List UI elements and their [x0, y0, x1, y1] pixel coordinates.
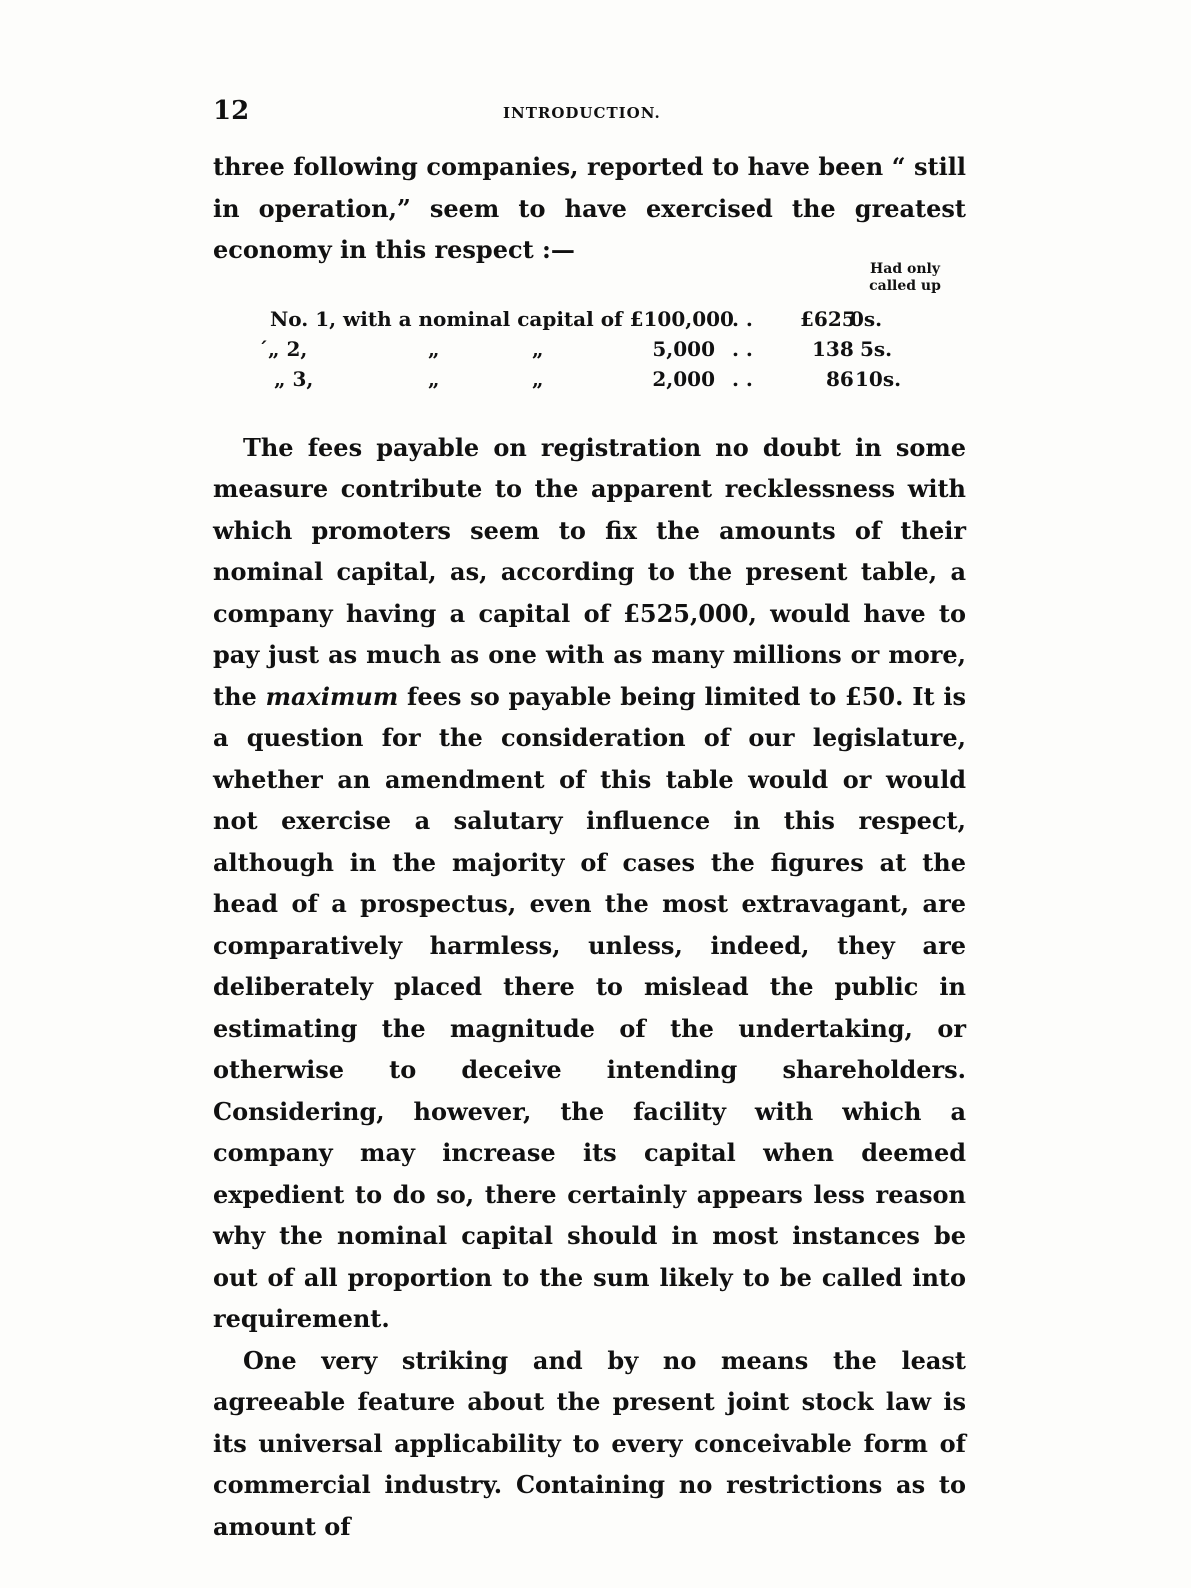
table-row — [270, 307, 970, 337]
opening-paragraph: three following companies, reported to have been “ still in operation,” seem to have exercised the greatest economy in this respect :— — [213, 152, 966, 264]
ditto-mark: „ — [532, 336, 544, 361]
table-row — [270, 367, 970, 397]
shillings: 0s. — [850, 306, 883, 331]
column-header-line-2: called up — [869, 277, 941, 294]
paragraph-text: The fees payable on registration no doubt in some measure contribute to the apparent recklessness with which promoters seem to fix the amounts of their nominal capital, as, according to the present table, a company having a capital of £525,000, would have to pay just as much as one with as many millions or more, the — [213, 432, 966, 711]
page-number: 12 — [213, 96, 250, 126]
shillings: 10s. — [855, 366, 902, 391]
row-label: ´„ 2, — [258, 336, 308, 361]
called-up-amount: £625 — [800, 306, 856, 331]
leader-dots: . . — [732, 366, 753, 391]
called-up-column-header — [850, 261, 960, 295]
leader-dots: . . — [732, 336, 753, 361]
table-row — [258, 336, 970, 367]
page-header — [213, 96, 966, 132]
italic-word: maximum — [265, 681, 399, 711]
row-label: No. 1, with a nominal capital of £100,000 — [270, 306, 734, 331]
column-header-line-1: Had only — [870, 260, 940, 277]
ditto-mark: „ — [428, 366, 440, 391]
ditto-mark: „ — [428, 336, 440, 361]
row-label: „ 3, — [274, 366, 314, 391]
capital-table — [258, 260, 941, 393]
book-page — [213, 96, 966, 1547]
shillings: 5s. — [860, 336, 893, 361]
leader-dots: . . — [732, 306, 753, 331]
nominal-capital: 2,000 — [652, 366, 715, 391]
joint-stock-law-paragraph: One very striking and by no means the least agreeable feature about the present joint stock law is its universal applicability to every conceivable form of commercial industry. Containing no restrictions as to amount of — [213, 1345, 966, 1541]
nominal-capital: 5,000 — [652, 336, 715, 361]
paragraph-text: fees so payable being limited to £50. It is a question for the consideration of our legislature, whether an amendment of this table would or would not exercise a salutary influence in this respect, although in the majority of cases the figures at the head of a prospectus, even the most extravagant, are comparatively harmless, unless, indeed, they are deliberately placed there to mislead the public in estimating the magnitude of the undertaking, or otherwise to deceive intending shareholders. Considering, however, the facility with which a company may increase its capital when deemed expedient to do so, there certainly appears less reason why the nominal capital should in most instances be out of all proportion to the sum likely to be called into requirement. — [213, 681, 967, 1333]
registration-fees-paragraph — [213, 427, 966, 1340]
running-head: INTRODUCTION. — [503, 104, 661, 122]
ditto-mark: „ — [532, 366, 544, 391]
called-up-amount: 86 — [826, 366, 854, 391]
called-up-amount: 138 — [812, 336, 854, 361]
